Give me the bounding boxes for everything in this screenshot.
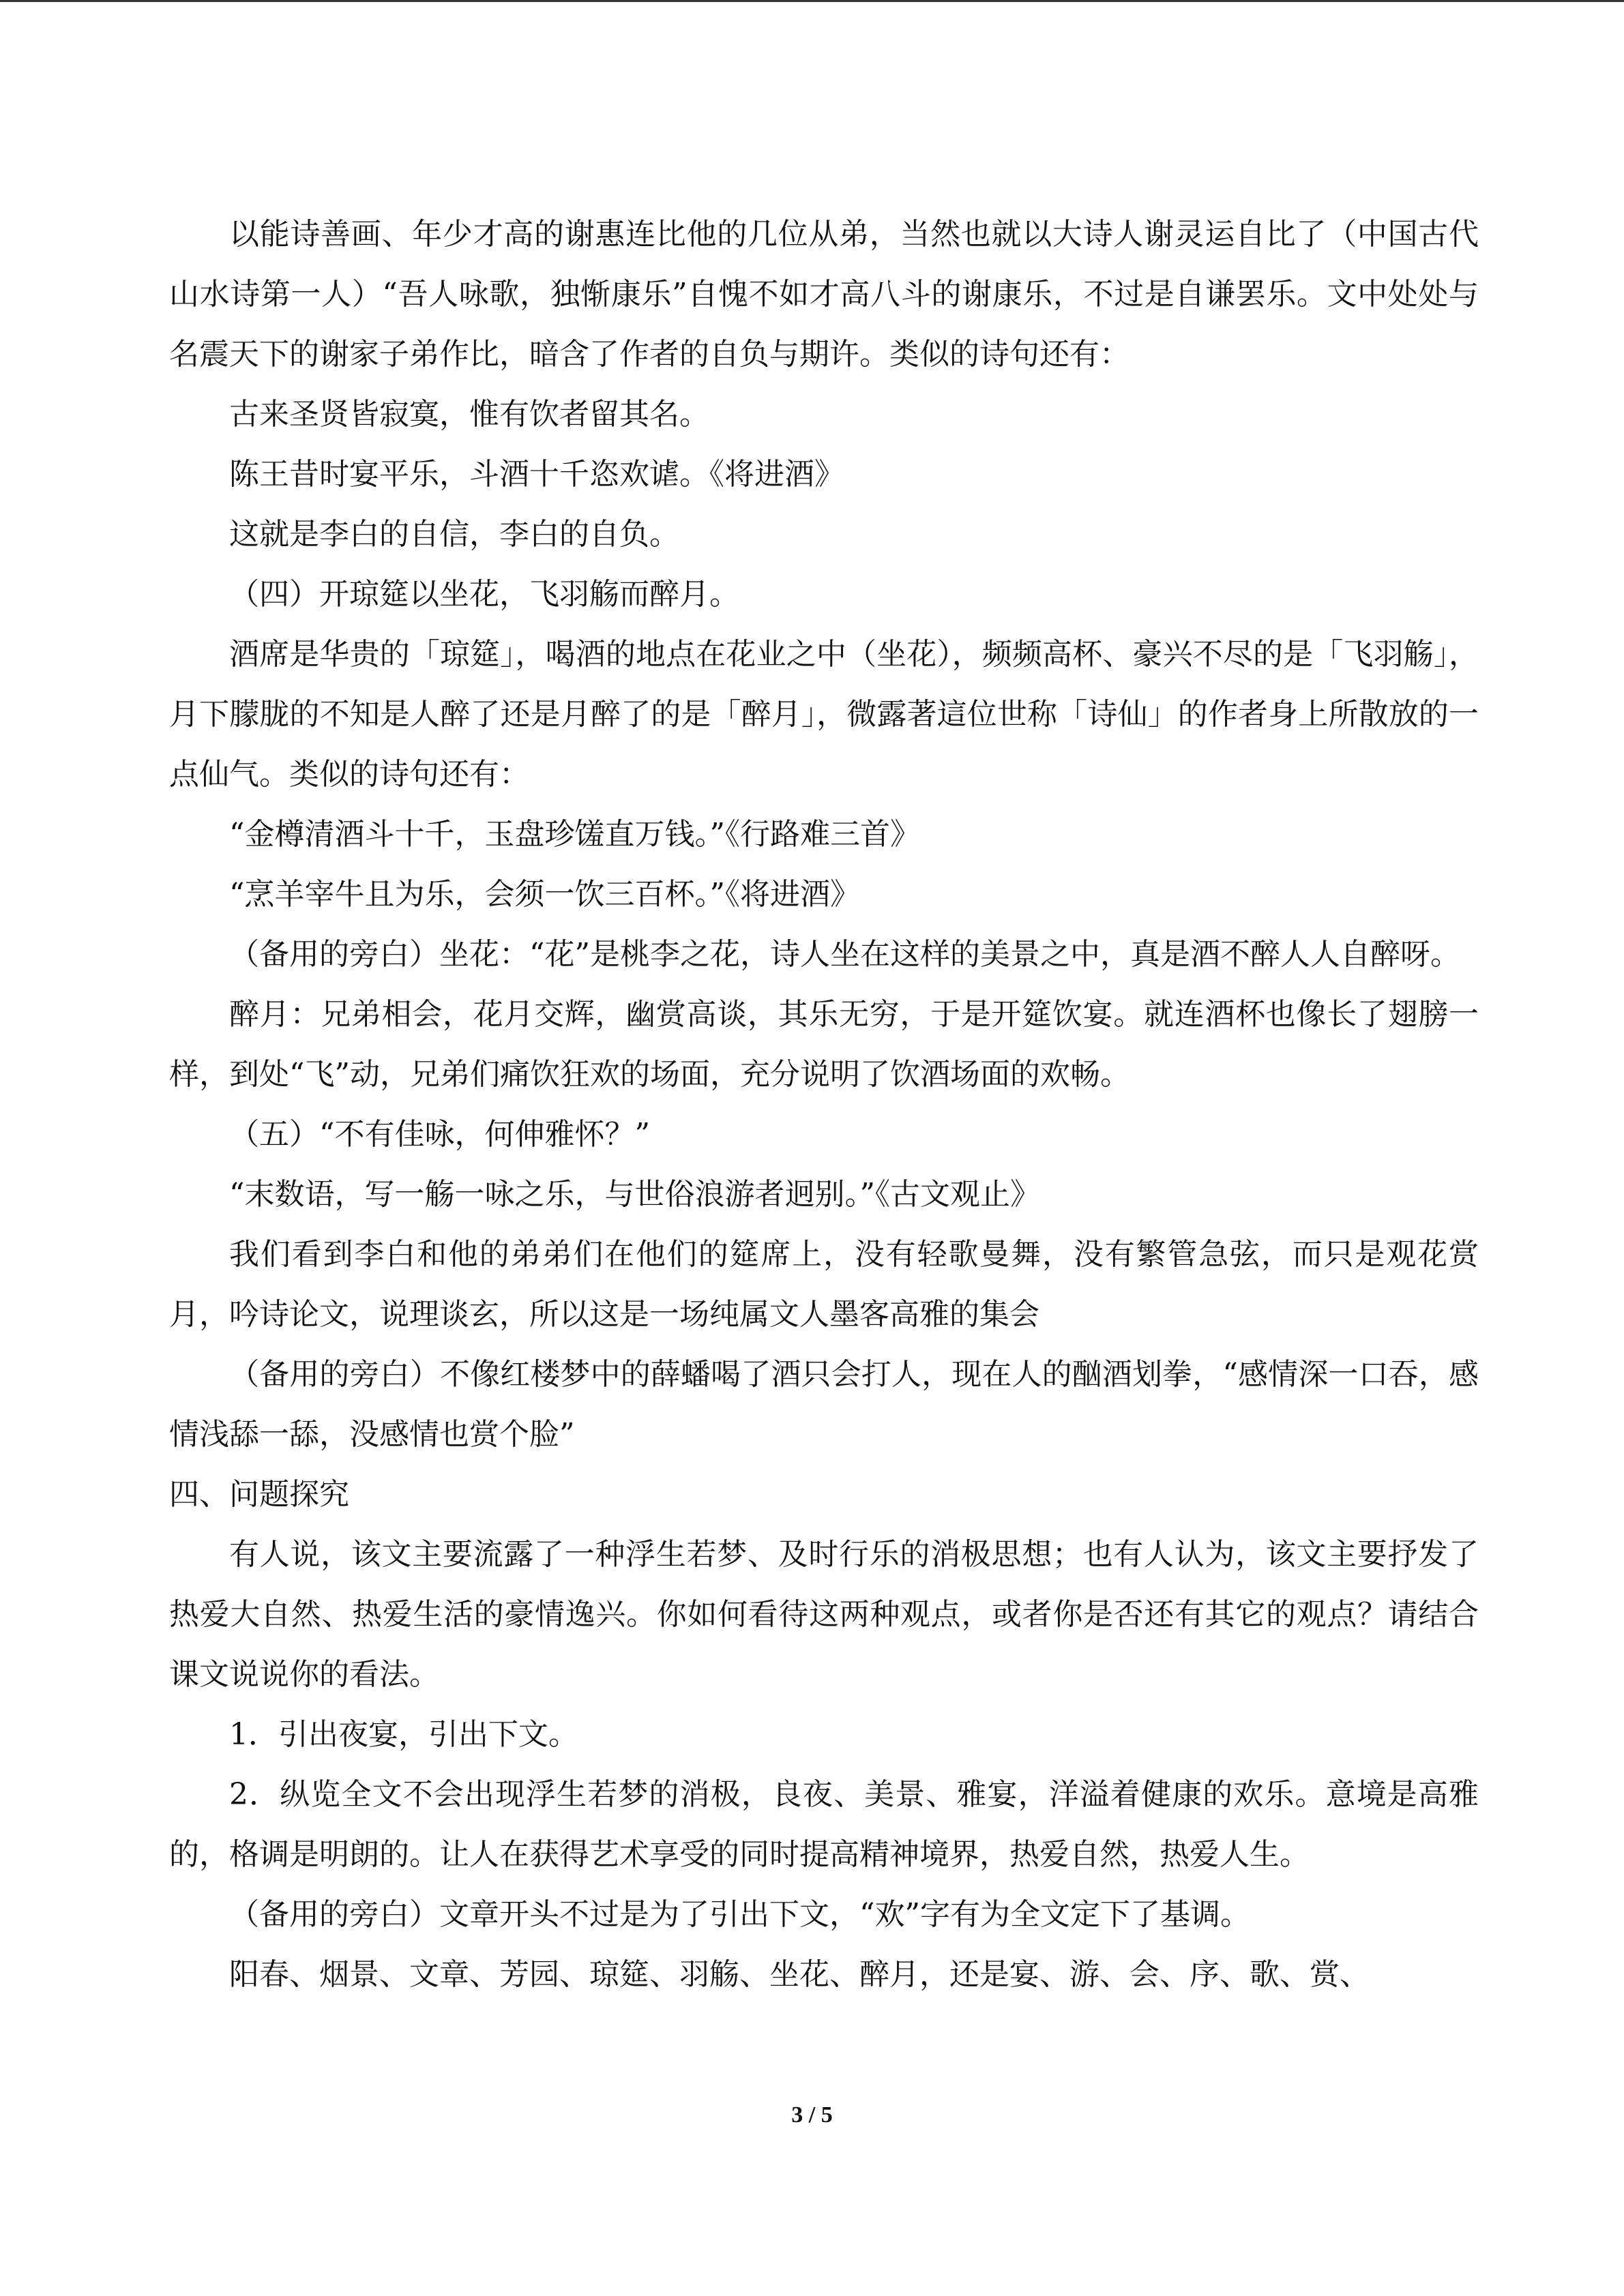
paragraph-keywords: 阳春、烟景、文章、芳园、琼筵、羽觞、坐花、醉月，还是宴、游、会、序、歌、赏、 — [229, 1957, 1370, 1992]
paragraph-question: 有人说，该文主要流露了一种浮生若梦、及时行乐的消极思想；也有人认为，该文主要抒发了热爱大自然、热爱生活的豪情逸兴。你如何看待这两种观点，或者你是否还有其它的观点？请结合课文说说你的看法。 — [169, 1537, 1479, 1692]
section-heading-5: （五）“不有佳咏，何伸雅怀？” — [229, 1117, 650, 1152]
paragraph-feast-description: 酒席是华贵的「琼筵」，喝酒的地点在花业之中（坐花），频频高杯、豪兴不尽的是「飞羽觞」，月下朦胧的不知是人醉了还是月醉了的是「醉月」，微露著這位世称「诗仙」的作者身上所散放的一点仙气。类似的诗句还有： — [169, 637, 1479, 792]
answer-point-2: 2．纵览全文不会出现浮生若梦的消极，良夜、美景、雅宴，洋溢着健康的欢乐。意境是高雅的，格调是明朗的。让人在获得艺术享受的同时提高精神境界，热爱自然，热爱人生。 — [169, 1777, 1479, 1872]
answer-point-1: 1．引出夜宴，引出下文。 — [229, 1717, 578, 1752]
section-heading-inquiry: 四、问题探究 — [169, 1477, 349, 1512]
section-heading-4: （四）开琼筵以坐花，飞羽觞而醉月。 — [229, 577, 739, 612]
quote-guwen-guanzhi: “末数语，写一觞一咏之乐，与世俗浪游者迥别。”《古文观止》 — [229, 1177, 1040, 1212]
body-text — [169, 205, 1479, 2005]
quote-golden-goblet: “金樽清酒斗十千，玉盘珍馐直万钱。”《行路难三首》 — [229, 817, 920, 852]
quote-prince-chen: 陈王昔时宴平乐，斗酒十千恣欢谑。《将进酒》 — [229, 457, 844, 492]
aside-dream-red-mansion: （备用的旁白）不像红楼梦中的薛蟠喝了酒只会打人，现在人的酗酒划拳，“感情深一口吞，感情浅舔一舔，没感情也赏个脸” — [169, 1357, 1479, 1452]
paragraph-drunk-moon: 醉月：兄弟相会，花月交辉，幽赏高谈，其乐无穷，于是开筵饮宴。就连酒杯也像长了翅膀一样，到处“飞”动，兄弟们痛饮狂欢的场面，充分说明了饮酒场面的欢畅。 — [169, 997, 1479, 1092]
aside-sitting-flowers: （备用的旁白）坐花：“花”是桃李之花，诗人坐在这样的美景之中，真是酒不醉人人自醉呀。 — [229, 937, 1460, 972]
paragraph-li-bai-confidence: 这就是李白的自信，李白的自负。 — [229, 517, 679, 552]
paragraph-xie-huilian: 以能诗善画、年少才高的谢惠连比他的几位从弟，当然也就以大诗人谢灵运自比了（中国古代山水诗第一人）“吾人咏歌，独惭康乐”自愧不如才高八斗的谢康乐，不过是自谦罢乐。文中处处与名震天下的谢家子弟作比，暗含了作者的自负与期许。类似的诗句还有： — [169, 217, 1479, 372]
page-number: 3 / 5 — [791, 2102, 833, 2128]
top-border-rule — [0, 0, 1624, 2]
quote-roast-lamb: “烹羊宰牛且为乐，会须一饮三百杯。”《将进酒》 — [229, 877, 860, 912]
aside-opening-tone: （备用的旁白）文章开头不过是为了引出下文，“欢”字有为全文定下了基调。 — [229, 1897, 1250, 1932]
quote-ancient-sages: 古来圣贤皆寂寞，惟有饮者留其名。 — [229, 397, 709, 432]
paragraph-literati-gathering: 我们看到李白和他的弟弟们在他们的筵席上，没有轻歌曼舞，没有繁管急弦，而只是观花赏月，吟诗论文，说理谈玄，所以这是一场纯属文人墨客高雅的集会 — [169, 1237, 1479, 1332]
